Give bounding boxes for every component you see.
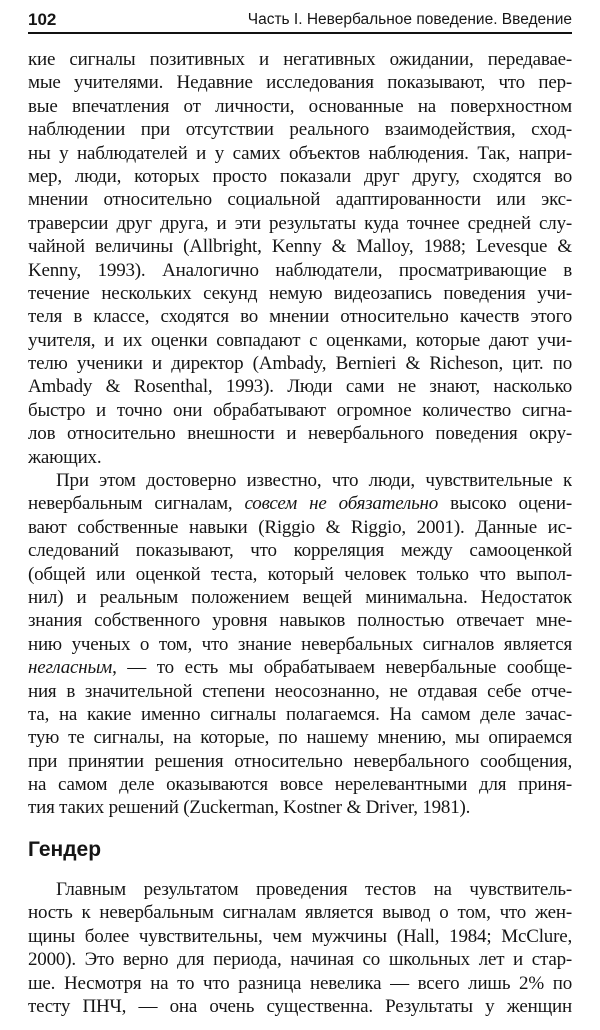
text-line: нию ученых о том, что знание невербальных сигналов является [28,633,572,655]
text-line: вают собственные навыки (Riggio & Riggio, 2001). Данные ис- [28,516,572,538]
italic-emphasis: совсем не обязательно [244,493,439,515]
text-line [28,656,572,679]
running-header [28,6,572,34]
paragraph-1 [28,48,572,469]
text-line: жающих. [28,446,102,468]
text-segment: невербальным сигналам, [28,493,245,515]
text-line: кие сигналы позитивных и негативных ожидании, передавае- [28,49,572,70]
text-line: Kenny, 1993). Аналогично наблюдатели, просматривающие в [28,259,572,281]
section-heading: Гендер [28,838,102,861]
paragraph-3 [28,878,572,1018]
text-line: знания собственного уровня навыков полностью отвечает мне- [28,610,572,632]
text-line: учителя, и их оценки совпадают с оценками, которые дают учи- [28,329,572,351]
text-line: быстро и точно они обрабатывают огромное количество сигна- [28,399,572,421]
text-line: чайной величины (Allbright, Kenny & Malloy, 1988; Levesque & [28,236,572,258]
text-segment: высоко оцени- [438,493,572,515]
text-line: тия таких решений (Zuckerman, Kostner & Driver, 1981). [28,797,471,819]
italic-emphasis: негласным [28,657,113,679]
text-line: телю ученики и директор (Ambady, Bernieri & Richeson, цит. по [28,353,572,375]
text-line: наблюдении при отсутствии реального взаимодействия, сход- [28,119,572,141]
text-line: мые учителями. Недавние исследования показывают, что пер- [28,72,572,94]
text-line: (общей или оценкой теста, который человек только что выпол- [28,563,572,585]
text-line: на самом деле оказываются вовсе нерелевантными для приня- [28,774,572,796]
text-line: 2000). Это верно для периода, начиная со школьных лет и стар- [28,949,572,971]
text-line: ность к невербальным сигналам является вывод о том, что жен- [28,902,572,924]
text-line: ния в значительной степени неосознанно, не отдавая себе отче- [28,680,572,702]
text-line: мнении относительно социальной адаптированности или экс- [28,189,572,211]
running-title: Часть I. Невербальное поведение. Введение [247,11,572,28]
text-line: лов относительно внешности и невербального поведения окру- [28,423,572,445]
text-line: Главным результатом проведения тестов на чувствитель- [56,879,572,900]
page-number: 102 [28,10,57,29]
text-line: При этом достоверно известно, что люди, чувствительные к [56,470,572,491]
text-line: при принятии решения относительно невербального сообщения, [28,750,572,772]
text-line [28,492,572,515]
paragraph-2 [28,469,572,820]
text-line: следований показывают, что корреляция между самооценкой [28,540,572,562]
text-line: тую те сигналы, на которые, по нашему мнению, мы опираемся [28,727,572,749]
text-line: вые впечатления от личности, основанные на поверхностном [28,95,572,117]
text-line: мер, люди, которых просто показали друг другу, сходятся во [28,165,572,187]
text-line: траверсии друг друга, и эти результаты куда точнее средней слу- [28,212,572,234]
text-line: щины более чувствительны, чем мужчины (Hall, 1984; McClure, [28,925,572,947]
text-line: Ambady & Rosenthal, 1993). Люди сами не знают, насколько [28,376,572,398]
text-line: теля в классе, сходятся во мнении относительно качеств этого [28,306,572,328]
text-line: ны у наблюдателей и у самих объектов наблюдения. Так, напри- [28,142,572,164]
text-line: нил) и реальным положением вещей минимальна. Недостаток [28,586,572,608]
text-line: та, на какие именно сигналы полагаемся. На самом деле зачас- [28,703,572,725]
text-line: ше. Несмотря на то что разница невелика — всего лишь 2% по [28,972,572,994]
text-segment: , — то есть мы обрабатываем невербальные сообще- [112,657,572,679]
text-line: течение нескольких секунд немую видеозапись поведения учи- [28,282,572,304]
text-line: тесту ПНЧ, — она очень существенна. Результаты у женщин [28,995,572,1017]
